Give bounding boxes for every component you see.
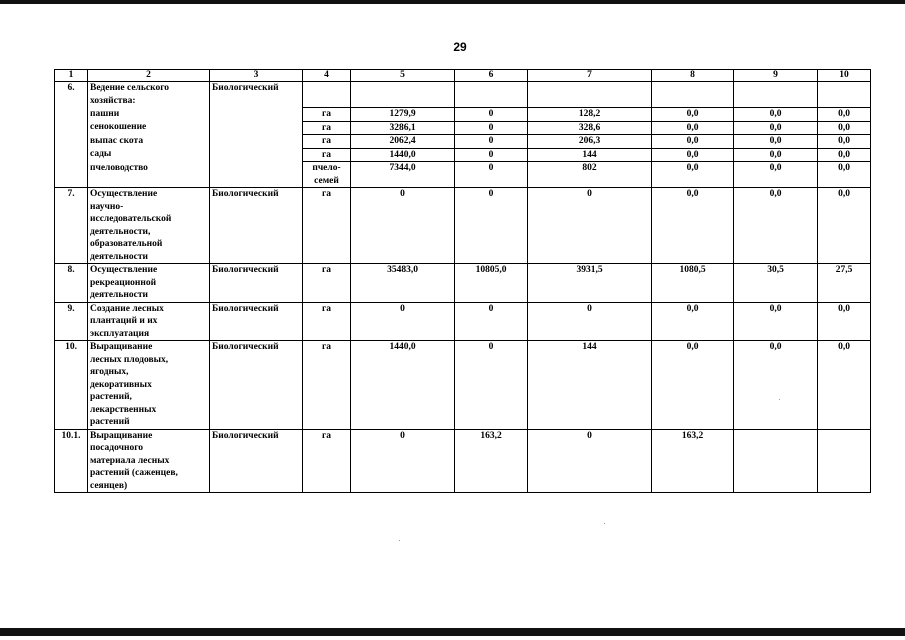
row-number: 7. bbox=[55, 188, 88, 264]
subrow-unit bbox=[303, 162, 351, 188]
value-cell: 1080,5 bbox=[652, 264, 734, 303]
value-cell: 0 bbox=[455, 148, 528, 162]
value-cell: 1440,0 bbox=[351, 341, 455, 430]
row-title bbox=[88, 302, 210, 341]
cell-line: материала лесных bbox=[90, 455, 170, 466]
cell-line: посадочного bbox=[90, 443, 144, 453]
value-cell: 0,0 bbox=[652, 162, 734, 188]
column-header: 2 bbox=[88, 70, 210, 82]
row-method: Биологический bbox=[210, 188, 303, 264]
value-cell: 0 bbox=[351, 188, 455, 264]
column-header: 1 bbox=[55, 70, 88, 82]
value-cell: 0 bbox=[455, 135, 528, 149]
value-cell: 0 bbox=[455, 302, 528, 341]
cell-line: ягодных, bbox=[90, 367, 129, 377]
column-header: 9 bbox=[734, 70, 818, 82]
value-cell: 0 bbox=[351, 302, 455, 341]
row-method: Биологический bbox=[210, 82, 303, 188]
table-row bbox=[55, 429, 871, 493]
value-cell: 0,0 bbox=[652, 108, 734, 122]
empty-cell bbox=[528, 82, 652, 108]
value-cell: 7344,0 bbox=[351, 162, 455, 188]
cell-line: деятельности bbox=[90, 290, 148, 300]
value-cell: 30,5 bbox=[734, 264, 818, 303]
row-number: 6. bbox=[55, 82, 88, 188]
column-header: 8 bbox=[652, 70, 734, 82]
cell-line: сеянцев) bbox=[90, 480, 128, 491]
value-cell: 0,0 bbox=[652, 341, 734, 430]
cell-line: пчело- bbox=[312, 163, 341, 173]
table-subrow bbox=[55, 135, 871, 149]
value-cell: 0,0 bbox=[734, 148, 818, 162]
value-cell: 128,2 bbox=[528, 108, 652, 122]
row-title bbox=[88, 82, 210, 108]
cell-line: Осуществление bbox=[90, 189, 158, 199]
value-cell: 0,0 bbox=[818, 135, 871, 149]
value-cell: 0 bbox=[455, 162, 528, 188]
scan-speck bbox=[399, 540, 400, 541]
table-body bbox=[55, 70, 871, 493]
table-subrow bbox=[55, 148, 871, 162]
cell-line: рекреационной bbox=[90, 277, 157, 288]
value-cell: 0 bbox=[455, 188, 528, 264]
row-unit: га bbox=[303, 341, 351, 430]
table-subrow bbox=[55, 108, 871, 122]
value-cell: 0,0 bbox=[734, 341, 818, 430]
value-cell: 10805,0 bbox=[455, 264, 528, 303]
column-header: 7 bbox=[528, 70, 652, 82]
empty-cell bbox=[652, 82, 734, 108]
value-cell: 1279,9 bbox=[351, 108, 455, 122]
value-cell: 0 bbox=[528, 429, 652, 493]
value-cell: 35483,0 bbox=[351, 264, 455, 303]
cell-line: деятельности bbox=[90, 251, 148, 262]
value-cell bbox=[818, 429, 871, 493]
value-cell: 1440,0 bbox=[351, 148, 455, 162]
value-cell: 0,0 bbox=[818, 121, 871, 135]
table-row bbox=[55, 264, 871, 303]
row-unit: га bbox=[303, 429, 351, 493]
value-cell: 0,0 bbox=[652, 135, 734, 149]
column-header: 6 bbox=[455, 70, 528, 82]
cell-line: растений, bbox=[90, 392, 132, 402]
subrow-unit: га bbox=[303, 148, 351, 162]
value-cell: 0 bbox=[528, 302, 652, 341]
row-number: 8. bbox=[55, 264, 88, 303]
table-row bbox=[55, 302, 871, 341]
value-cell: 0 bbox=[455, 341, 528, 430]
value-cell: 3931,5 bbox=[528, 264, 652, 303]
row-title bbox=[88, 188, 210, 264]
value-cell: 163,2 bbox=[652, 429, 734, 493]
table-row bbox=[55, 188, 871, 264]
row-method: Биологический bbox=[210, 264, 303, 303]
cell-line: хозяйства: bbox=[90, 95, 136, 106]
row-title bbox=[88, 264, 210, 303]
row-unit: га bbox=[303, 302, 351, 341]
cell-line: эксплуатация bbox=[90, 328, 150, 339]
column-header: 3 bbox=[210, 70, 303, 82]
row-method: Биологический bbox=[210, 302, 303, 341]
cell-line: исследовательской bbox=[90, 214, 172, 224]
value-cell: 0 bbox=[351, 429, 455, 493]
value-cell: 0,0 bbox=[734, 188, 818, 264]
cell-line: растений (саженцев, bbox=[90, 468, 178, 478]
table-subrow bbox=[55, 162, 871, 188]
value-cell: 0,0 bbox=[734, 302, 818, 341]
value-cell: 144 bbox=[528, 148, 652, 162]
row-title bbox=[88, 341, 210, 430]
row-number: 10. bbox=[55, 341, 88, 430]
subrow-name: пчеловодство bbox=[88, 162, 210, 188]
value-cell: 206,3 bbox=[528, 135, 652, 149]
cell-line: Создание лесных bbox=[90, 303, 164, 314]
value-cell: 0,0 bbox=[818, 162, 871, 188]
cell-line: плантаций и их bbox=[90, 316, 158, 326]
row-method: Биологический bbox=[210, 429, 303, 493]
cell-line: лекарственных bbox=[90, 404, 157, 415]
value-cell: 0,0 bbox=[734, 108, 818, 122]
cell-line: деятельности, bbox=[90, 226, 151, 237]
cell-line: декоративных bbox=[90, 379, 152, 390]
value-cell: 0 bbox=[528, 188, 652, 264]
value-cell: 0,0 bbox=[652, 121, 734, 135]
value-cell: 802 bbox=[528, 162, 652, 188]
scan-speck bbox=[604, 523, 605, 524]
value-cell: 0 bbox=[455, 108, 528, 122]
empty-cell bbox=[734, 82, 818, 108]
row-unit: га bbox=[303, 188, 351, 264]
table-subrow bbox=[55, 121, 871, 135]
cell-line: лесных плодовых, bbox=[90, 354, 169, 365]
column-header: 5 bbox=[351, 70, 455, 82]
value-cell bbox=[734, 429, 818, 493]
value-cell: 0,0 bbox=[734, 162, 818, 188]
row-method: Биологический bbox=[210, 341, 303, 430]
subrow-unit: га bbox=[303, 135, 351, 149]
value-cell: 0,0 bbox=[734, 121, 818, 135]
value-cell: 0,0 bbox=[652, 188, 734, 264]
bottom-border-line bbox=[0, 628, 905, 636]
value-cell: 27,5 bbox=[818, 264, 871, 303]
row-unit: га bbox=[303, 264, 351, 303]
value-cell: 0,0 bbox=[818, 188, 871, 264]
value-cell: 0,0 bbox=[734, 135, 818, 149]
empty-cell bbox=[303, 82, 351, 108]
data-table bbox=[54, 69, 871, 493]
subrow-unit: га bbox=[303, 108, 351, 122]
value-cell: 0,0 bbox=[818, 148, 871, 162]
value-cell: 0,0 bbox=[818, 302, 871, 341]
column-header: 4 bbox=[303, 70, 351, 82]
column-header: 10 bbox=[818, 70, 871, 82]
row-title bbox=[88, 429, 210, 493]
cell-line: образовательной bbox=[90, 239, 163, 249]
value-cell: 328,6 bbox=[528, 121, 652, 135]
cell-line: семей bbox=[314, 175, 339, 186]
table-row bbox=[55, 341, 871, 430]
subrow-name: выпас скота bbox=[88, 135, 210, 149]
page-number: 29 bbox=[453, 40, 467, 54]
cell-line: Осуществление bbox=[90, 265, 158, 275]
table-row bbox=[55, 82, 871, 108]
header-row bbox=[55, 70, 871, 82]
cell-line: научно- bbox=[90, 201, 124, 212]
subrow-name: сенокошение bbox=[88, 121, 210, 135]
scan-speck bbox=[779, 399, 780, 400]
cell-line: Выращивание bbox=[90, 430, 153, 441]
cell-line: Выращивание bbox=[90, 342, 153, 352]
subrow-name: сады bbox=[88, 148, 210, 162]
value-cell: 163,2 bbox=[455, 429, 528, 493]
empty-cell bbox=[351, 82, 455, 108]
value-cell: 0,0 bbox=[652, 302, 734, 341]
row-number: 9. bbox=[55, 302, 88, 341]
empty-cell bbox=[818, 82, 871, 108]
value-cell: 144 bbox=[528, 341, 652, 430]
value-cell: 0,0 bbox=[652, 148, 734, 162]
subrow-name: пашни bbox=[88, 108, 210, 122]
row-number: 10.1. bbox=[55, 429, 88, 493]
value-cell: 2062,4 bbox=[351, 135, 455, 149]
cell-line: Ведение сельского bbox=[90, 83, 170, 93]
value-cell: 0 bbox=[455, 121, 528, 135]
subrow-unit: га bbox=[303, 121, 351, 135]
value-cell: 0,0 bbox=[818, 341, 871, 430]
cell-line: растений bbox=[90, 417, 130, 427]
value-cell: 0,0 bbox=[818, 108, 871, 122]
top-border-line bbox=[0, 0, 905, 4]
empty-cell bbox=[455, 82, 528, 108]
value-cell: 3286,1 bbox=[351, 121, 455, 135]
